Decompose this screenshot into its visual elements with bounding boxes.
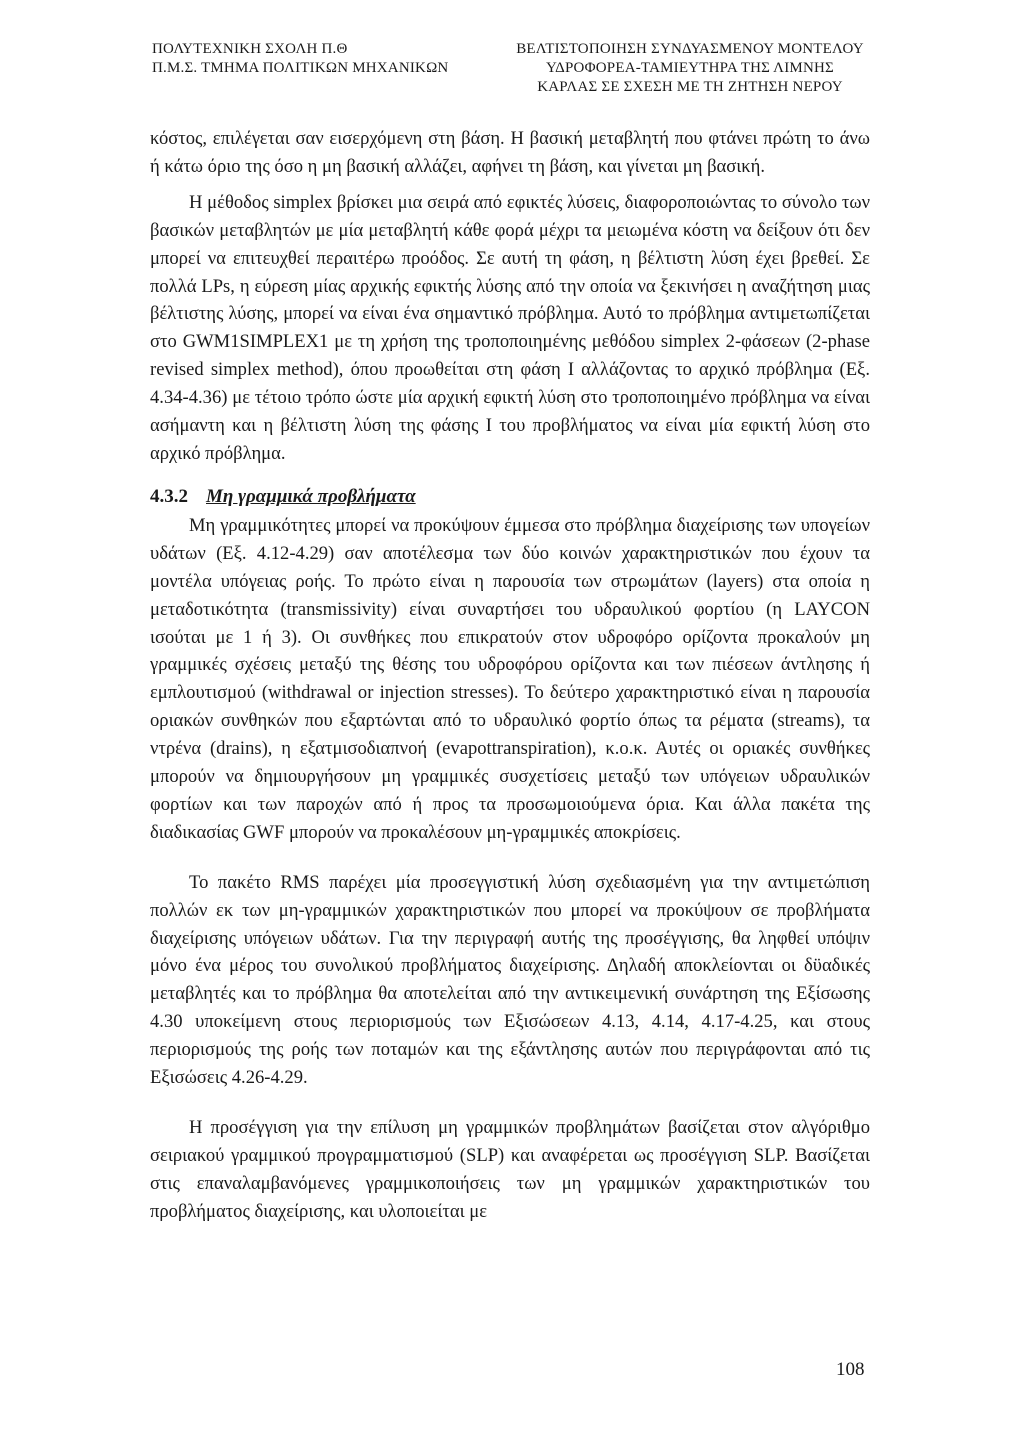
paragraph-rms-package: Το πακέτο RMS παρέχει μία προσεγγιστική λύση σχεδιασμένη για την αντιμετώπιση πολλών εκ των μη-γραμμικών χαρακτηριστικών που μπορεί να προκύψουν σε προβλήματα διαχείρισης υπόγειων υδάτων. Για την περιγραφή αυτής της προσέγγισης, θα ληφθεί υπόψιν μόνο ένα μέρος του συνολικού προβλήματος διαχείρισης. Δηλαδή αποκλείονται οι δϋαδικές μεταβλητές και το πρόβλημα θα αποτελείται από την αντικειμενική συνάρτηση της Εξίσωσης 4.30 υποκείμενη στους περιορισμούς των Εξισώσεων 4.13, 4.14, 4.17-4.25, και στους περιορισμούς της ροής των ποταμών και της εξάντλησης αυτών που περιγράφονται από τις Εξισώσεις 4.26-4.29. (150, 871, 870, 1089)
page-number: 108 (836, 1359, 865, 1380)
paragraph-nonlinearities: Μη γραμμικότητες μπορεί να προκύψουν έμμεσα στο πρόβλημα διαχείρισης των υπογείων υδάτων (Εξ. 4.12-4.29) σαν αποτέλεσμα των δύο κοινών χαρακτηριστικών που έχουν τα μοντέλα υπόγειας ροής. Το πρώτο είναι η παρουσία των στρωμάτων (layers) στα οποία η μεταδοτικότητα (transmissivity) είναι συναρτήσει του υδραυλικού φορτίου (η LAYCON ισούται με 1 ή 3). Οι συνθήκες που επικρατούν στον υδροφόρο ορίζοντα προκαλούν μη γραμμικές σχέσεις μεταξύ της θέσης του υδροφόρου ορίζοντα και των πιέσεων άντλησης ή εμπλουτισμού (withdrawal or injection stresses). Το δεύτερο χαρακτηριστικό είναι η παρουσία οριακών συνθηκών που εξαρτώνται από το υδραυλικό φορτίο όπως τα ρέματα (streams), τα ντρένα (drains), η εξατμισοδιαπνοή (evapottranspiration), κ.ο.κ. Αυτές οι οριακές συνθήκες μπορούν να δημιουργήσουν μη γραμμικές συσχετίσεις μεταξύ των υπόγειων υδραυλικών φορτίων και των παροχών από ή προς τα προσωμοιούμενα όρια. Και άλλα πακέτα της διαδικασίας GWF μπορούν να προκαλέσουν μη-γραμμικές αποκρίσεις. (150, 514, 870, 843)
section-title: Μη γραμμικά προβλήματα (206, 485, 416, 507)
section-heading (150, 483, 870, 510)
header-thesis-title-3: ΚΑΡΛΑΣ ΣΕ ΣΧΕΣΗ ΜΕ ΤΗ ΖΗΤΗΣΗ ΝΕΡΟΥ (537, 79, 843, 95)
page-body (150, 125, 870, 1226)
section-number: 4.3.2 (150, 485, 188, 507)
paragraph-slp-approach: Η προσέγγιση για την επίλυση μη γραμμικών προβλημάτων βασίζεται στον αλγόριθμο σειριακού γραμμικού προγραμματισμού (SLP) και αναφέρεται ως προσέγγιση SLP. Βασίζεται στις επαναλαμβανόμενες γραμμικοποιήσεις των μη γραμμικών χαρακτηριστικών του προβλήματος διαχείρισης, και υλοποιείται με (150, 1117, 870, 1222)
running-header-left (152, 40, 448, 78)
paragraph-continued: κόστος, επιλέγεται σαν εισερχόμενη στη βάση. Η βασική μεταβλητή που φτάνει πρώτη το άνω ή κάτω όριο της όσο η μη βασική αλλάζει, αφήνει τη βάση, και γίνεται μη βασική. (150, 128, 870, 177)
header-department: Π.Μ.Σ. ΤΜΗΜΑ ΠΟΛΙΤΙΚΩΝ ΜΗΧΑΝΙΚΩΝ (152, 60, 449, 76)
header-school: ΠΟΛΥΤΕΧΝΙΚΗ ΣΧΟΛΗ Π.Θ (152, 41, 348, 57)
header-thesis-title-1: ΒΕΛΤΙΣΤΟΠΟΙΗΣΗ ΣΥΝΔΥΑΣΜΕΝΟΥ ΜΟΝΤΕΛΟΥ (516, 41, 864, 57)
header-thesis-title-2: ΥΔΡΟΦΟΡΕΑ-ΤΑΜΙΕΥΤΗΡΑ ΤΗΣ ΛΙΜΝΗΣ (546, 60, 834, 76)
paragraph-simplex-method: Η μέθοδος simplex βρίσκει μια σειρά από εφικτές λύσεις, διαφοροποιώντας το σύνολο των βασικών μεταβλητών με μία μεταβλητή κάθε φορά μέχρι τα μειωμένα κόστη να δείξουν ότι δεν μπορεί να επιτευχθεί περαιτέρω προόδος. Σε αυτή τη φάση, η βέλτιστη λύση έχει βρεθεί. Σε πολλά LPs, η εύρεση μίας αρχικής εφικτής λύσης από την οποία να ξεκινήσει η αναζήτηση μιας βέλτιστης λύσης, μπορεί να είναι ένα σημαντικό πρόβλημα. Αυτό το πρόβλημα αντιμετωπίζεται στο GWM1SIMPLEX1 με τη χρήση της τροποποιημένης μεθόδου simplex 2-φάσεων (2-phase revised simplex method), όπου προωθείται στη φάση I αλλάζοντας το αρχικό πρόβλημα (Εξ. 4.34-4.36) με τέτοιο τρόπο ώστε μία αρχική εφικτή λύση στο τροποποιημένο πρόβλημα να είναι ασήμαντη και η βέλτιστη λύση της φάσης I του προβλήματος να είναι μία εφικτή λύση στο αρχικό πρόβλημα. (150, 191, 870, 464)
running-header-right (508, 40, 872, 97)
